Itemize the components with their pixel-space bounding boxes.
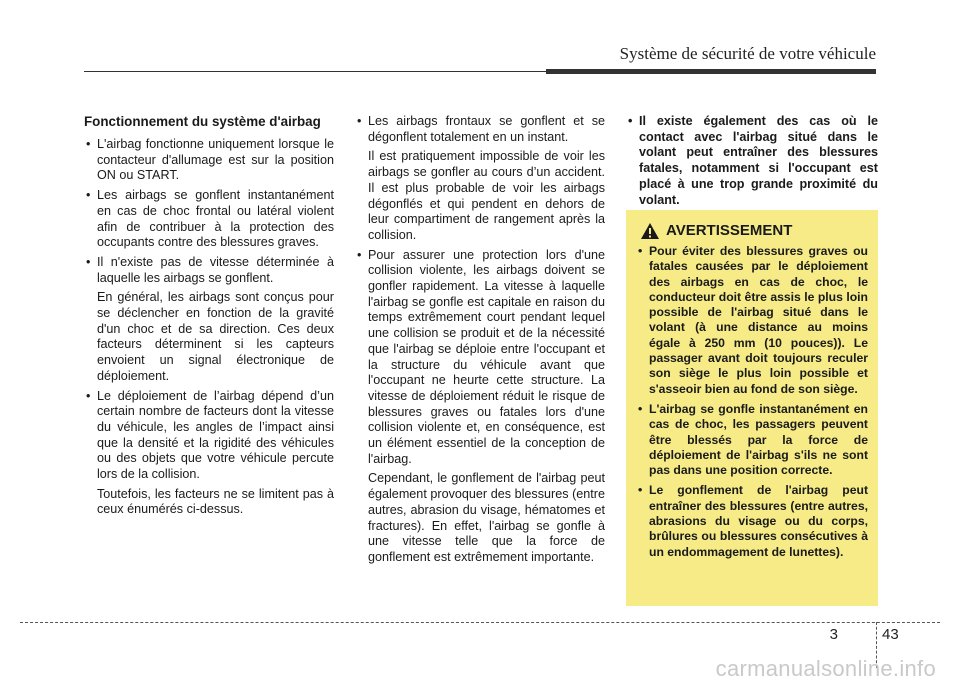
- page-number-value: 43: [882, 626, 899, 643]
- paragraph: Il est pratiquement impossible de voir les airbags se gonfler au cours d’un accident. Il est plus probable de voir les airbags dégonflés et qui pendent en dehors de leur compartiment de rangement après la collision.: [368, 149, 605, 242]
- bullet-list-3: [355, 114, 605, 145]
- warning-item: • Le gonflement de l'airbag peut entraîner des blessures (entre autres, abrasions du visage ou du corps, brûlures ou blessures consécutives à un endommagement de lunettes).: [636, 483, 868, 559]
- column-2: [355, 114, 605, 570]
- paragraph: Cependant, le gonflement de l'airbag peut également provoquer des blessures (entre autres, abrasion du visage, hématomes et fractures). En effet, l'airbag se gonfle à une vitesse telle que la force de gonflement est extrêmement importante.: [368, 471, 605, 564]
- warning-triangle-icon: [640, 222, 660, 240]
- section-heading: Fonctionnement du système d'airbag: [84, 114, 321, 129]
- bullet-item: • Les airbags frontaux se gonflent et se dégonflent totalement en un instant.: [355, 114, 605, 145]
- bullet-item: • Le déploiement de l’airbag dépend d’un certain nombre de facteurs dont la vitesse du véhicule, les angles de l’impact ainsi que la densité et la rigidité des véhicules ou des objets que votre véhicule percute lors de la collision.: [84, 389, 334, 483]
- header-rule-thick: [546, 69, 876, 74]
- column-1: [84, 114, 334, 522]
- bullet-item: • Il existe également des cas où le contact avec l'airbag situé dans le volant peut entraîner des blessures fatales, notamment si l'occupant est placé à une trop grande proximité du volant.: [626, 114, 878, 208]
- bullet-item: • L'airbag fonctionne uniquement lorsque le contacteur d'allumage est sur la position ON ou START.: [84, 137, 334, 184]
- warning-list: [636, 244, 868, 560]
- warning-title: AVERTISSEMENT: [666, 222, 793, 240]
- watermark: carmanualsonline.info: [715, 656, 936, 681]
- warning-item: • L'airbag se gonfle instantanément en cas de choc, les passagers peuvent être blessés par la force de déploiement de l'airbag s'ils ne sont pas dans une position correcte.: [636, 402, 868, 478]
- warning-item: • Pour éviter des blessures graves ou fatales causées par le déploiement des airbags en cas de choc, le conducteur doit être assis le plus loin possible de l'airbag situé dans le volant (à une distance au moins égale à 250 mm (10 pouces)). Le passager avant doit toujours reculer son siège le plus loin possible et s'asseoir bien au fond de son siège.: [636, 244, 868, 397]
- column-3: [626, 114, 878, 212]
- bullet-list-2: [84, 389, 334, 483]
- header-rule-thin: [84, 71, 564, 72]
- bullet-list-1: [84, 137, 334, 286]
- paragraph: En général, les airbags sont conçus pour se déclencher en fonction de la gravité d'un choc et de sa direction. Ces deux facteurs déterminent si les capteurs envoient un signal électronique de déploiement.: [97, 290, 334, 383]
- bullet-list-4: [355, 248, 605, 468]
- page-header-title: Système de sécurité de votre véhicule: [619, 44, 876, 63]
- bullet-item: • Il n'existe pas de vitesse déterminée à laquelle les airbags se gonflent.: [84, 255, 334, 286]
- warning-header: [640, 222, 868, 240]
- bullet-item: • Les airbags se gonflent instantanément en cas de choc frontal ou latéral violent afin de contribuer à la protection des occupants contre des blessures graves.: [84, 188, 334, 251]
- paragraph: Toutefois, les facteurs ne se limitent pas à ceux énumérés ci-dessus.: [97, 486, 334, 517]
- bullet-item: • Pour assurer une protection lors d'une collision violente, les airbags doivent se gonfler rapidement. La vitesse à laquelle l'airbag se gonfle est capitale en raison du temps extrêmement court pendant lequel une collision se produit et de la nécessité que l'airbag se déploie entre l'occupant et la structure du véhicule avant que l'occupant ne heurte cette structure. La vitesse de déploiement réduit le risque de blessures graves ou fatales lors d'une collision violente et, en conséquence, est un élément essentiel de la conception de l'airbag.: [355, 248, 605, 468]
- bullet-list-5: [626, 114, 878, 208]
- chapter-number: 3: [829, 626, 838, 643]
- warning-box: [626, 210, 878, 606]
- header-rule: [84, 69, 876, 74]
- footer-rule: [20, 622, 940, 623]
